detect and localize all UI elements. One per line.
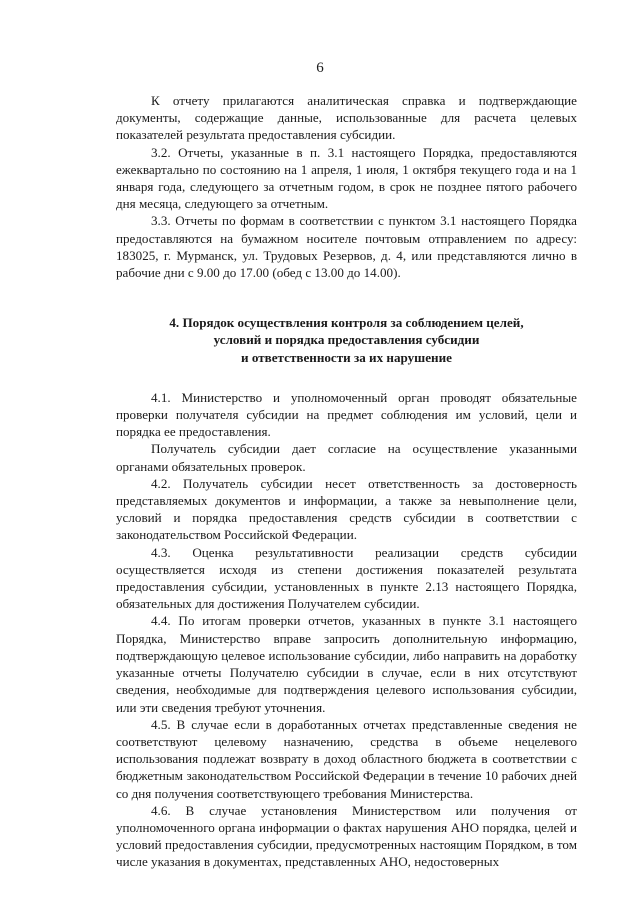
section-title-line-1: 4. Порядок осуществления контроля за соблюдением целей, bbox=[169, 315, 524, 331]
paragraph-consent: Получатель субсидии дает согласие на осуществление указанными органами обязательных проверок. bbox=[116, 441, 577, 474]
page-number: 6 bbox=[316, 60, 324, 76]
section-title-line-3: и ответственности за их нарушение bbox=[241, 349, 452, 365]
paragraph-4-6: 4.6. В случае установления Министерством или получения от уполномоченного органа информации о фактах нарушения АНО порядка, целей и условий предоставления субсидии, предусмотренных настоящим Порядком, в том числе указания в документах, представленных АНО, недостоверных bbox=[116, 802, 577, 870]
paragraph-4-4: 4.4. По итогам проверки отчетов, указанных в пункте 3.1 настоящего Порядка, Министерство вправе запросить дополнительную информацию, подтверждающую целевое использование субсидии, либо направить на доработку указанные отчеты Получателю субсидии в случае, если в них отсутствуют сведения, необходимые для подтверждения целевого использования субсидии, или эти сведения требуют уточнения. bbox=[116, 613, 577, 715]
section-4-title bbox=[116, 314, 577, 366]
paragraph-4-1: 4.1. Министерство и уполномоченный орган проводят обязательные проверки получателя субсидии на предмет соблюдения им условий, цели и порядка ее предоставления. bbox=[116, 389, 577, 440]
document-body bbox=[116, 92, 577, 871]
paragraph-3-2: 3.2. Отчеты, указанные в п. 3.1 настоящего Порядка, предоставляются ежеквартально по состоянию на 1 апреля, 1 июля, 1 октября текущего года и на 1 января года, следующего за отчетным годом, в срок не позднее пятого рабочего дня месяца, следующего за отчетным. bbox=[116, 144, 577, 212]
paragraph-4-5: 4.5. В случае если в доработанных отчетах представленные сведения не соответствуют целевому назначению, средства в объеме нецелевого использования подлежат возврату в доход областного бюджета в соответствии с бюджетным законодательством Российской Федерации в течение 10 рабочих дней со дня получения соответствующего требования Министерства. bbox=[116, 716, 577, 801]
section-title-line-2: условий и порядка предоставления субсидии bbox=[213, 332, 480, 348]
paragraph-4-2: 4.2. Получатель субсидии несет ответственность за достоверность представляемых документов и информации, а также за невыполнение цели, условий и порядка предоставления средств субсидии в соответствии с законодательством Российской Федерации. bbox=[116, 475, 577, 543]
paragraph-report-attachments: К отчету прилагаются аналитическая справка и подтверждающие документы, содержащие данные, использованные для расчета целевых показателей результата предоставления субсидии. bbox=[116, 93, 577, 143]
paragraph-4-3: 4.3. Оценка результативности реализации средств субсидии осуществляется исходя из степени достижения показателей результата предоставления субсидии, установленных в пункте 2.13 настоящего Порядка, обязательных для достижения Получателем субсидии. bbox=[116, 544, 577, 612]
paragraph-3-3: 3.3. Отчеты по формам в соответствии с пунктом 3.1 настоящего Порядка предоставляются на бумажном носителе почтовым отправлением по адресу: 183025, г. Мурманск, ул. Трудовых Резервов, д. 4, или представляются лично в рабочие дни с 9.00 до 17.00 (обед с 13.00 до 14.00). bbox=[116, 213, 577, 281]
